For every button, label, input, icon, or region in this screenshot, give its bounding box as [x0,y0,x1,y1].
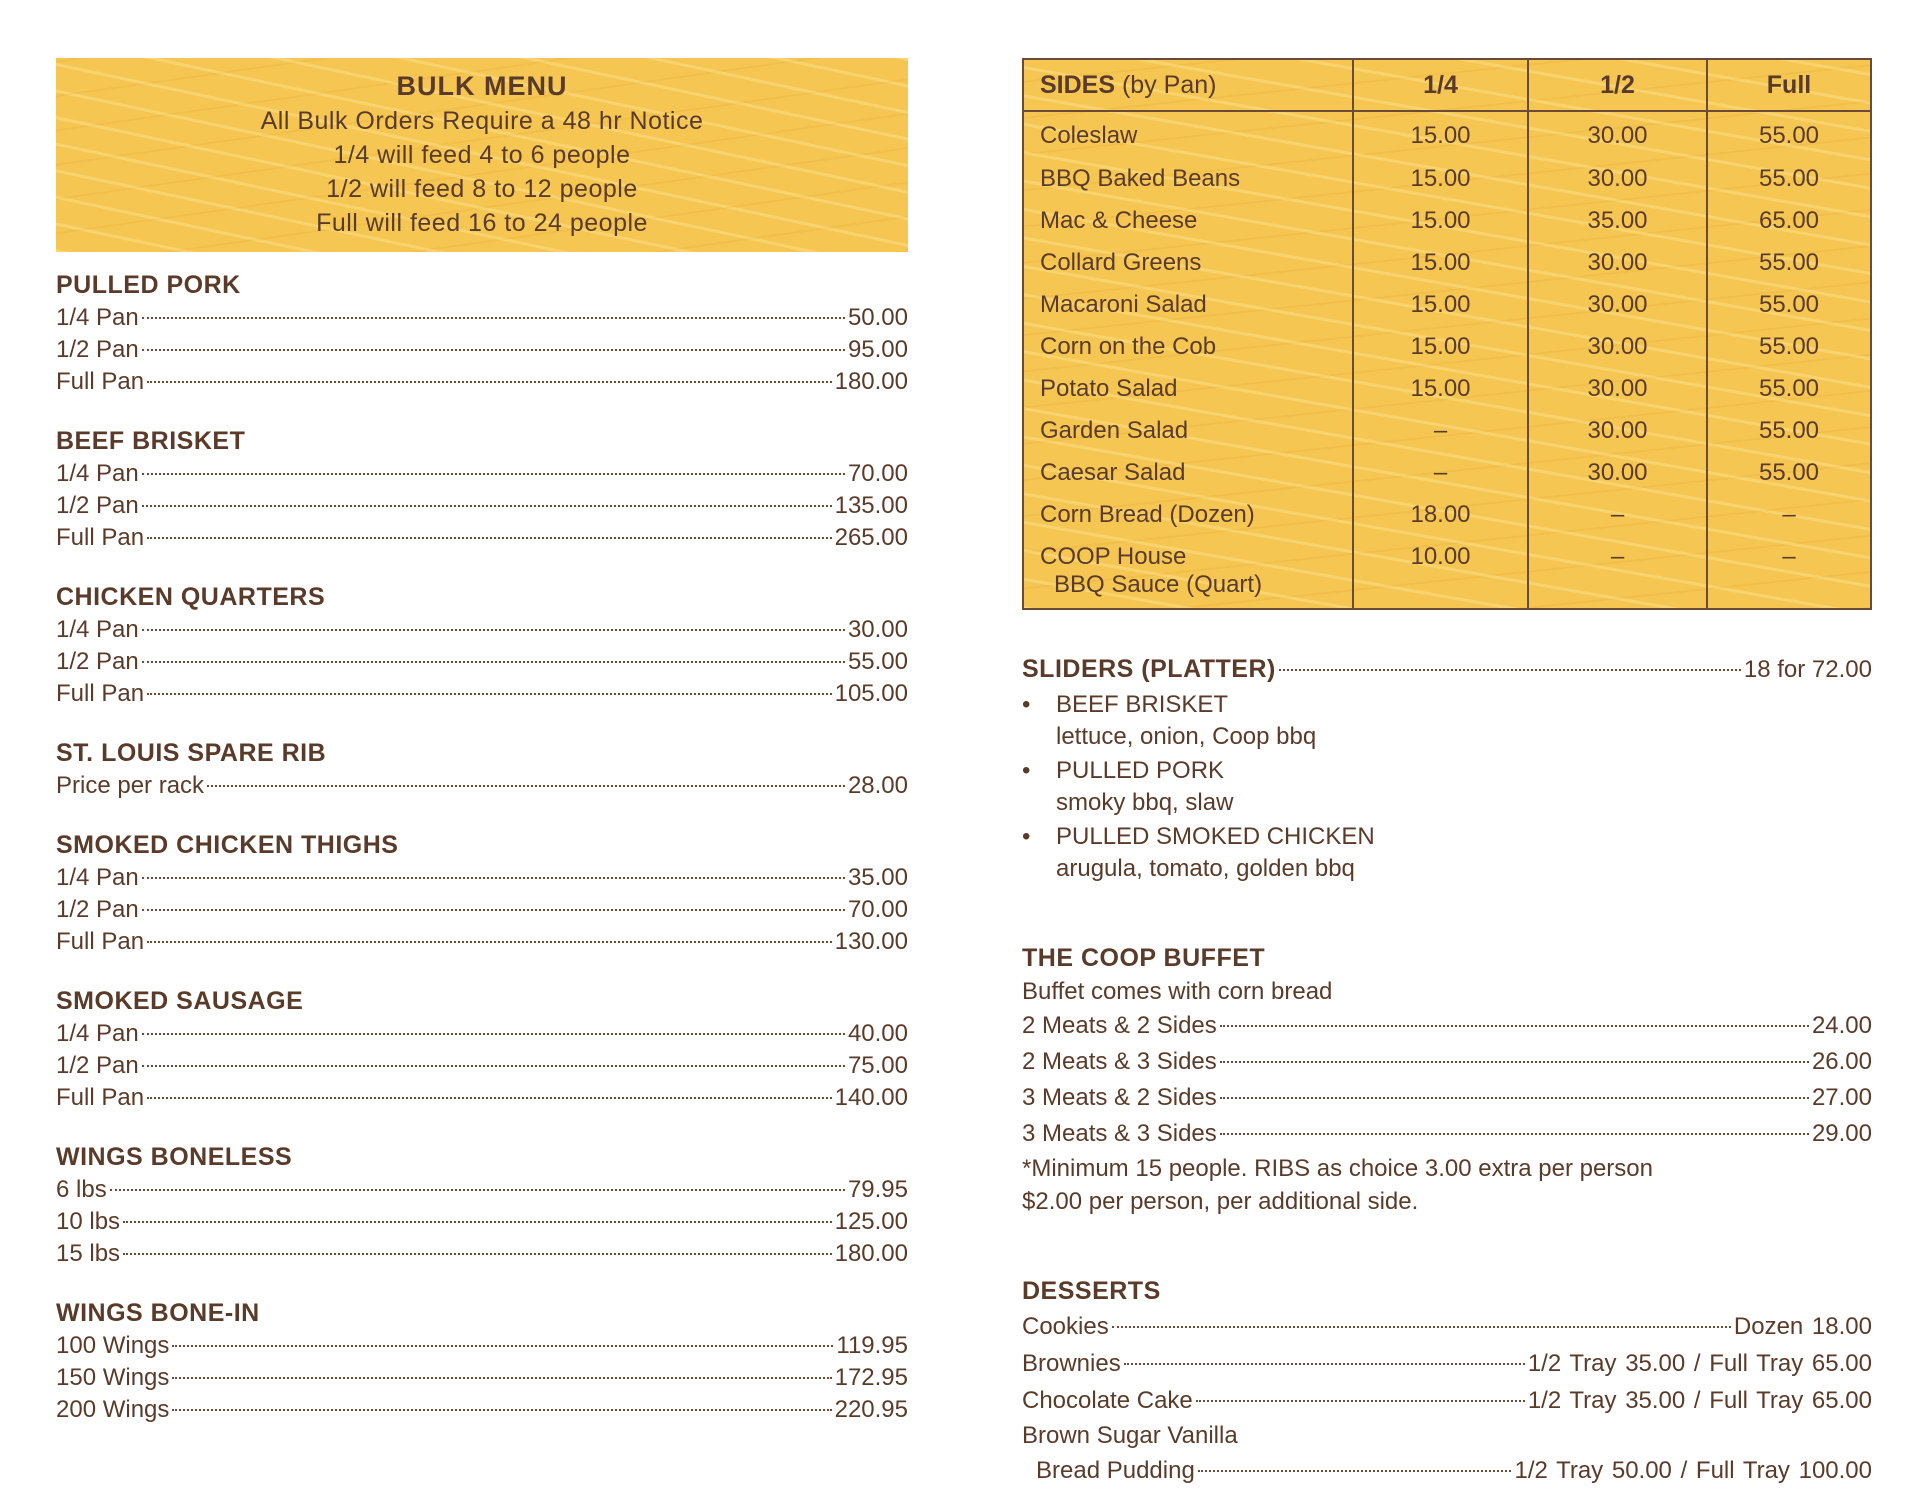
item-price: 26.00 [1811,1048,1872,1075]
table-row [1023,497,1871,539]
table-row [1023,111,1871,161]
bullet-icon: • [1022,823,1031,850]
item-name: 6 lbs [56,1176,107,1203]
item-price: 79.95 [847,1176,908,1203]
leader-dots [1220,1133,1809,1135]
leader-dots [1220,1025,1809,1027]
buffet-section [1022,941,1872,1218]
col-header-full: Full [1707,59,1871,111]
item-price: 1/2 Tray 35.00 / Full Tray 65.00 [1527,1350,1872,1377]
item-name: 200 Wings [56,1396,170,1423]
table-row [1023,371,1871,413]
side-name: Corn Bread (Dozen) [1040,501,1255,528]
menu-row [56,614,908,646]
menu-row [56,1174,908,1206]
leader-dots [172,1377,831,1379]
section-title: THE COOP BUFFET [1022,944,1266,972]
list-item [1022,755,1872,819]
leader-dots [142,317,845,319]
price-full: 55.00 [1707,413,1871,455]
item-price: 105.00 [834,680,908,707]
menu-row [56,770,908,802]
item-price: 70.00 [847,896,908,923]
notice-line: All Bulk Orders Require a 48 hr Notice [260,107,704,135]
item-price: 172.95 [834,1364,908,1391]
item-name: 3 Meats & 3 Sides [1022,1120,1217,1147]
leader-dots [142,629,845,631]
item-price: 135.00 [834,492,908,519]
item-name: Chocolate Cake [1022,1387,1193,1414]
sides-header-title [1023,59,1353,111]
item-name: Full Pan [56,524,145,551]
slider-name: BEEF BRISKET [1056,691,1229,718]
leader-dots [207,785,845,787]
item-name: Full Pan [56,680,145,707]
item-name: 1/4 Pan [56,460,139,487]
item-price: 29.00 [1811,1120,1872,1147]
menu-row [1022,1452,1872,1489]
menu-row [56,1018,908,1050]
item-price: 35.00 [847,864,908,891]
left-column [56,58,908,1426]
price-full: – [1707,497,1871,539]
table-row [1023,455,1871,497]
menu-row [56,334,908,366]
col-header-half: 1/2 [1528,59,1707,111]
price-half: 30.00 [1528,111,1707,161]
item-price: 75.00 [847,1052,908,1079]
table-row [1023,287,1871,329]
price-half: 30.00 [1528,161,1707,203]
price-quarter: 15.00 [1353,371,1528,413]
leader-dots [1279,669,1741,671]
section-smoked-sausage [56,984,908,1114]
section-pulled-pork [56,268,908,398]
menu-row [56,1362,908,1394]
notice-line: 1/2 will feed 8 to 12 people [326,175,638,203]
item-price: 70.00 [847,460,908,487]
list-item [1022,821,1872,885]
sides-table [1022,58,1872,610]
menu-row [56,1206,908,1238]
price-half: 30.00 [1528,413,1707,455]
item-name: Bread Pudding [1036,1457,1195,1484]
item-name: 1/2 Pan [56,336,139,363]
price-quarter: 15.00 [1353,161,1528,203]
slider-desc: smoky bbq, slaw [1056,789,1234,816]
item-name: Full Pan [56,1084,145,1111]
item-price: 18 for 72.00 [1743,656,1872,683]
sides-title-note: (by Pan) [1121,70,1217,99]
leader-dots [172,1409,831,1411]
menu-row [1022,1044,1872,1080]
menu-row [56,302,908,334]
section-title: SMOKED CHICKEN THIGHS [56,831,399,859]
menu-row [1022,1308,1872,1345]
leader-dots [147,381,832,383]
menu-row [1022,1116,1872,1152]
sides-title: SIDES [1040,70,1116,99]
price-quarter: 15.00 [1353,245,1528,287]
list-item [1022,689,1872,753]
item-price: 28.00 [847,772,908,799]
table-row [1023,539,1871,609]
leader-dots [1124,1363,1525,1365]
item-price: 180.00 [834,1240,908,1267]
menu-row [56,894,908,926]
side-name: Collard Greens [1040,249,1202,276]
side-name: Corn on the Cob [1040,333,1217,360]
side-name: Potato Salad [1040,375,1178,402]
bullet-icon: • [1022,757,1031,784]
section-title: DESSERTS [1022,1277,1161,1305]
slider-desc: arugula, tomato, golden bbq [1056,855,1355,882]
bulk-menu-notice [56,58,908,252]
menu-row [56,678,908,710]
price-quarter: 15.00 [1353,287,1528,329]
item-price: 30.00 [847,616,908,643]
table-row [1023,161,1871,203]
leader-dots [142,349,845,351]
side-name: Caesar Salad [1040,459,1186,486]
leader-dots [1198,1470,1512,1472]
table-row [1023,203,1871,245]
menu-row [56,458,908,490]
item-name: 2 Meats & 3 Sides [1022,1048,1217,1075]
menu-row [1022,1382,1872,1419]
item-name: 3 Meats & 2 Sides [1022,1084,1217,1111]
buffet-note: *Minimum 15 people. RIBS as choice 3.00 extra per person [1022,1155,1653,1182]
side-name [1023,539,1353,609]
leader-dots [142,505,832,507]
menu-row [1022,1345,1872,1382]
section-title: WINGS BONELESS [56,1143,293,1171]
item-price: Dozen 18.00 [1733,1313,1872,1340]
side-name: Mac & Cheese [1040,207,1198,234]
item-price: 220.95 [834,1396,908,1423]
menu-row [56,490,908,522]
slider-name: PULLED PORK [1056,757,1225,784]
bulk-menu-title: BULK MENU [396,71,568,101]
item-name: 100 Wings [56,1332,170,1359]
sliders-title-row [1022,652,1872,687]
item-price: 125.00 [834,1208,908,1235]
leader-dots [142,1033,845,1035]
section-title: PULLED PORK [56,271,241,299]
leader-dots [1220,1097,1809,1099]
item-price: 40.00 [847,1020,908,1047]
price-quarter: – [1353,455,1528,497]
section-wings-boneless [56,1140,908,1270]
item-price: 55.00 [847,648,908,675]
section-title: BEEF BRISKET [56,427,246,455]
item-price: 140.00 [834,1084,908,1111]
section-title: ST. LOUIS SPARE RIB [56,739,327,767]
buffet-note: $2.00 per person, per additional side. [1022,1188,1419,1215]
item-price: 95.00 [847,336,908,363]
right-column [1022,58,1872,1489]
menu-row [56,522,908,554]
section-chicken-quarters [56,580,908,710]
leader-dots [123,1253,832,1255]
leader-dots [142,1065,845,1067]
item-name: 2 Meats & 2 Sides [1022,1012,1217,1039]
item-name: 1/2 Pan [56,1052,139,1079]
bullet-icon: • [1022,691,1031,718]
price-half: 30.00 [1528,455,1707,497]
item-price: 1/2 Tray 50.00 / Full Tray 100.00 [1514,1457,1872,1484]
price-quarter: 15.00 [1353,203,1528,245]
menu-row [56,862,908,894]
item-name: 10 lbs [56,1208,121,1235]
price-half: – [1528,539,1707,609]
item-name: Price per rack [56,772,205,799]
price-half: 30.00 [1528,245,1707,287]
item-price: 27.00 [1811,1084,1872,1111]
side-name: Macaroni Salad [1040,291,1207,318]
price-full: 55.00 [1707,287,1871,329]
pudding-line1: Brown Sugar Vanilla [1022,1422,1238,1449]
slider-desc: lettuce, onion, Coop bbq [1056,723,1317,750]
item-name: 15 lbs [56,1240,121,1267]
slider-name: PULLED SMOKED CHICKEN [1056,823,1375,850]
item-name: 1/2 Pan [56,492,139,519]
price-full: – [1707,539,1871,609]
price-full: 55.00 [1707,245,1871,287]
notice-line: 1/4 will feed 4 to 6 people [333,141,631,169]
menu-row [56,1238,908,1270]
section-title: SLIDERS (PLATTER) [1022,655,1276,683]
price-full: 55.00 [1707,455,1871,497]
price-quarter: 18.00 [1353,497,1528,539]
leader-dots [1112,1326,1731,1328]
price-full: 55.00 [1707,161,1871,203]
price-quarter: 10.00 [1353,539,1528,609]
price-quarter: 15.00 [1353,329,1528,371]
leader-dots [142,909,845,911]
price-half: 30.00 [1528,329,1707,371]
side-name-line2: BBQ Sauce (Quart) [1054,571,1263,598]
item-name: 1/2 Pan [56,896,139,923]
side-name: BBQ Baked Beans [1040,165,1241,192]
sides-header-row [1023,59,1871,111]
price-full: 55.00 [1707,111,1871,161]
leader-dots [1196,1400,1525,1402]
item-price: 1/2 Tray 35.00 / Full Tray 65.00 [1527,1387,1872,1414]
section-smoked-chicken-thighs [56,828,908,958]
item-price: 265.00 [834,524,908,551]
side-name: Coleslaw [1040,122,1138,149]
leader-dots [142,473,845,475]
section-wings-bone-in [56,1296,908,1426]
item-price: 119.95 [836,1332,908,1359]
leader-dots [142,661,845,663]
section-title: WINGS BONE-IN [56,1299,260,1327]
leader-dots [147,693,832,695]
menu-row [56,926,908,958]
item-name: Full Pan [56,928,145,955]
leader-dots [1220,1061,1809,1063]
item-name: Full Pan [56,368,145,395]
menu-row [1022,1008,1872,1044]
leader-dots [172,1345,833,1347]
desserts-section [1022,1274,1872,1489]
price-half: 35.00 [1528,203,1707,245]
item-name: 1/4 Pan [56,616,139,643]
price-half: – [1528,497,1707,539]
price-full: 55.00 [1707,329,1871,371]
side-name-line1: COOP House [1040,543,1187,570]
menu-row [56,646,908,678]
section-spare-rib [56,736,908,802]
item-name: 1/4 Pan [56,1020,139,1047]
table-row [1023,329,1871,371]
item-price: 50.00 [847,304,908,331]
item-name: 1/2 Pan [56,648,139,675]
col-header-quarter: 1/4 [1353,59,1528,111]
item-name: Cookies [1022,1313,1109,1340]
section-beef-brisket [56,424,908,554]
section-title: SMOKED SAUSAGE [56,987,304,1015]
price-full: 65.00 [1707,203,1871,245]
leader-dots [110,1189,845,1191]
leader-dots [147,537,832,539]
menu-row [56,366,908,398]
leader-dots [123,1221,832,1223]
table-row [1023,245,1871,287]
item-price: 130.00 [834,928,908,955]
price-quarter: – [1353,413,1528,455]
item-price: 24.00 [1811,1012,1872,1039]
sliders-section [1022,652,1872,885]
menu-row [1022,1080,1872,1116]
menu-row [56,1050,908,1082]
side-name: Garden Salad [1040,417,1189,444]
notice-line: Full will feed 16 to 24 people [316,209,648,237]
buffet-subtitle: Buffet comes with corn bread [1022,978,1333,1005]
price-half: 30.00 [1528,371,1707,413]
item-name: 1/4 Pan [56,304,139,331]
item-name: 150 Wings [56,1364,170,1391]
price-full: 55.00 [1707,371,1871,413]
leader-dots [142,877,845,879]
item-price: 180.00 [834,368,908,395]
price-quarter: 15.00 [1353,111,1528,161]
item-name: Brownies [1022,1350,1121,1377]
menu-row [56,1082,908,1114]
leader-dots [147,941,832,943]
table-row [1023,413,1871,455]
section-title: CHICKEN QUARTERS [56,583,326,611]
leader-dots [147,1097,832,1099]
menu-row [56,1394,908,1426]
menu-row [56,1330,908,1362]
price-half: 30.00 [1528,287,1707,329]
item-name: 1/4 Pan [56,864,139,891]
